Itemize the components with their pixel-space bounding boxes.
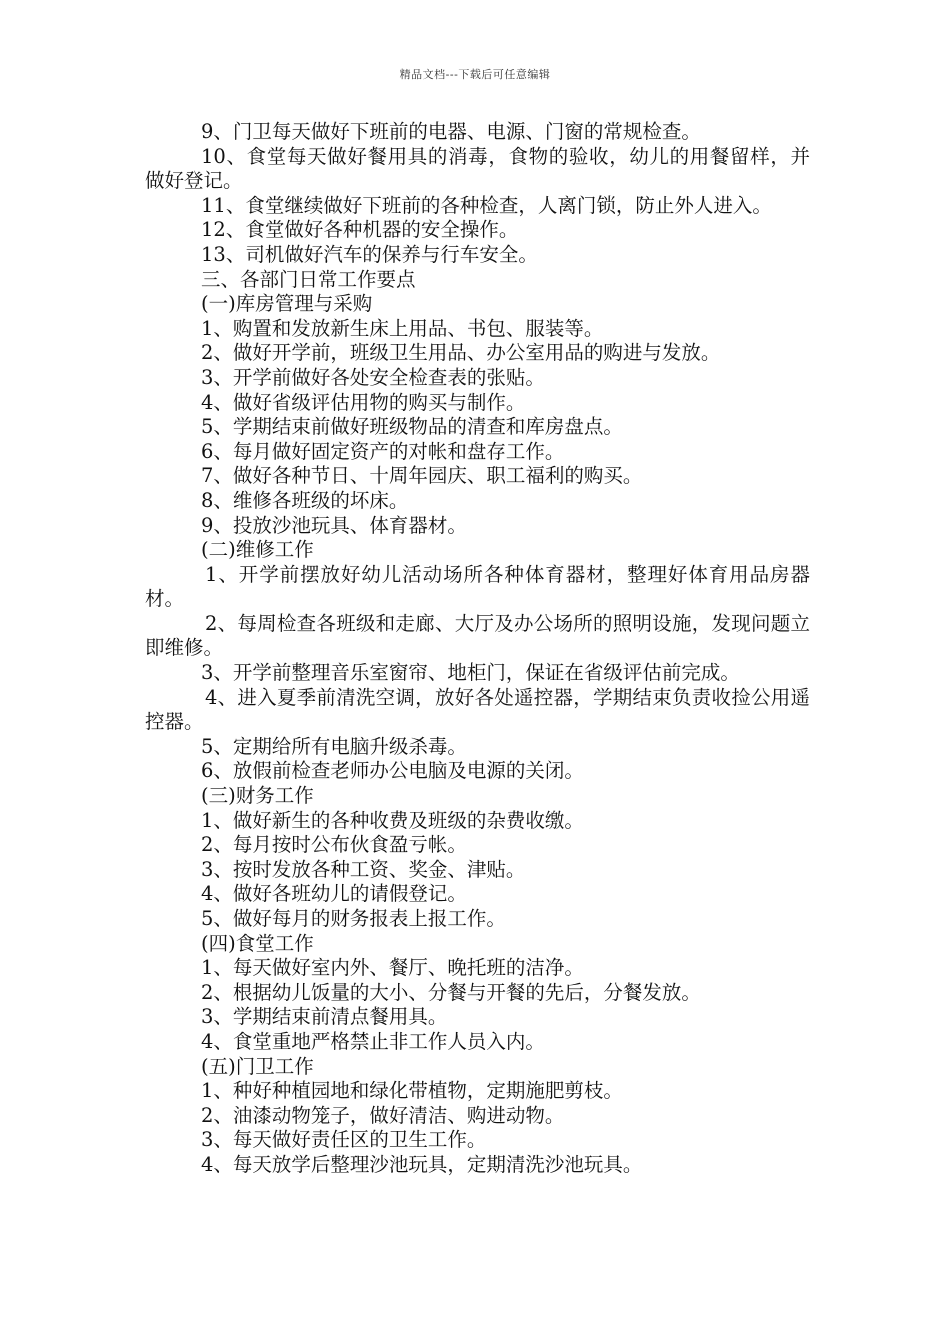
- paragraph: 2、每周检查各班级和走廊、大厅及办公场所的照明设施，发现问题立即维修。: [145, 611, 810, 660]
- paragraph: 5、学期结束前做好班级物品的清查和库房盘点。: [201, 415, 623, 439]
- paragraph: 1、种好种植园地和绿化带植物，定期施肥剪枝。: [201, 1079, 623, 1103]
- paragraph: 4、做好省级评估用物的购买与制作。: [201, 390, 526, 414]
- paragraph: 11、食堂继续做好下班前的各种检查，人离门锁，防止外人进入。: [201, 193, 772, 217]
- paragraph: 3、学期结束前清点餐用具。: [201, 1005, 448, 1029]
- paragraph: 2、油漆动物笼子，做好清洁、购进动物。: [201, 1103, 565, 1127]
- paragraph: 5、定期给所有电脑升级杀毒。: [201, 734, 467, 758]
- paragraph: 2、根据幼儿饭量的大小、分餐与开餐的先后，分餐发放。: [201, 980, 701, 1004]
- paragraph: 4、食堂重地严格禁止非工作人员入内。: [201, 1029, 545, 1053]
- subsection-heading: (二)维修工作: [201, 538, 314, 562]
- paragraph: 2、做好开学前，班级卫生用品、办公室用品的购进与发放。: [201, 341, 721, 365]
- paragraph: 3、开学前做好各处安全检查表的张贴。: [201, 365, 545, 389]
- subsection-heading: (四)食堂工作: [201, 931, 314, 955]
- document-body: [145, 120, 810, 1178]
- subsection-heading: (一)库房管理与采购: [201, 292, 373, 316]
- paragraph: 9、投放沙池玩具、体育器材。: [201, 513, 467, 537]
- paragraph: 10、食堂每天做好餐用具的消毒，食物的验收，幼儿的用餐留样，并做好登记。: [145, 144, 810, 193]
- paragraph: 1、做好新生的各种收费及班级的杂费收缴。: [201, 808, 584, 832]
- subsection-heading: (三)财务工作: [201, 784, 314, 808]
- paragraph: 2、每月按时公布伙食盈亏帐。: [201, 833, 467, 857]
- paragraph: 3、按时发放各种工资、奖金、津贴。: [201, 857, 526, 881]
- paragraph: 3、开学前整理音乐室窗帘、地柜门，保证在省级评估前完成。: [201, 661, 740, 685]
- paragraph: 3、每天做好责任区的卫生工作。: [201, 1128, 487, 1152]
- paragraph: 6、每月做好固定资产的对帐和盘存工作。: [201, 439, 565, 463]
- paragraph: 5、做好每月的财务报表上报工作。: [201, 907, 506, 930]
- paragraph: 4、做好各班幼儿的请假登记。: [201, 882, 467, 906]
- paragraph: 1、每天做好室内外、餐厅、晚托班的洁净。: [201, 956, 584, 980]
- paragraph: 1、购置和发放新生床上用品、书包、服装等。: [201, 316, 604, 340]
- paragraph: 7、做好各种节日、十周年园庆、职工福利的购买。: [201, 464, 643, 488]
- paragraph: 6、放假前检查老师办公电脑及电源的关闭。: [201, 759, 584, 783]
- page-header: 精品文档---下载后可任意编辑: [399, 68, 551, 81]
- subsection-heading: (五)门卫工作: [201, 1054, 314, 1078]
- paragraph: 12、食堂做好各种机器的安全操作。: [201, 218, 519, 242]
- paragraph: 13、司机做好汽车的保养与行车安全。: [201, 242, 538, 266]
- paragraph: 4、每天放学后整理沙池玩具，定期清洗沙池玩具。: [201, 1152, 643, 1176]
- section-heading: 三、各部门日常工作要点: [201, 267, 416, 291]
- paragraph: 8、维修各班级的坏床。: [201, 488, 409, 512]
- paragraph: 1、开学前摆放好幼儿活动场所各种体育器材，整理好体育用品房器材。: [145, 562, 810, 611]
- paragraph: 4、进入夏季前清洗空调，放好各处遥控器，学期结束负责收捡公用遥控器。: [145, 685, 810, 734]
- paragraph: 9、门卫每天做好下班前的电器、电源、门窗的常规检查。: [201, 120, 701, 143]
